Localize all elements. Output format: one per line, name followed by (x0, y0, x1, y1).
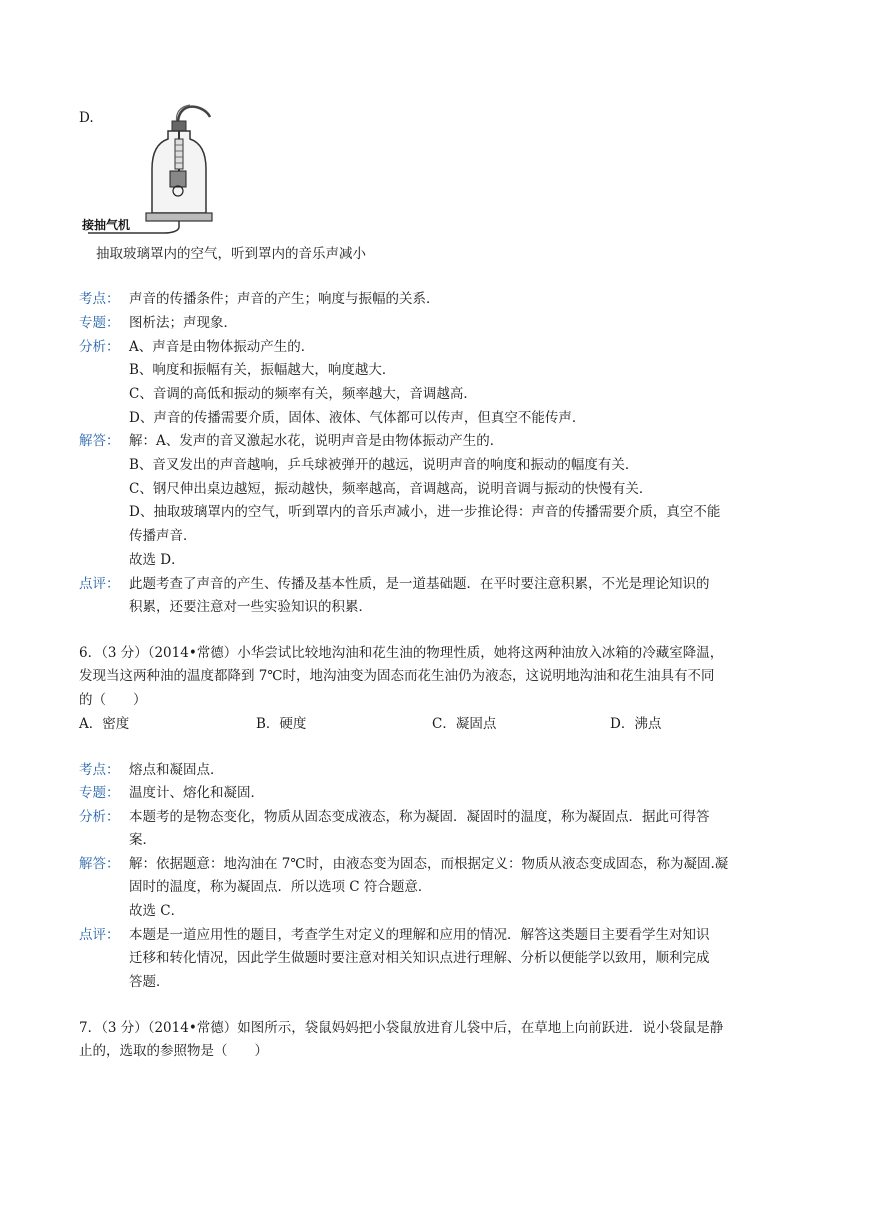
option-d-text: 抽取玻璃罩内的空气，听到罩内的音乐声减小 (96, 246, 366, 262)
q6-dianping-line: 本题是一道应用性的题目，考查学生对定义的理解和应用的情况．解答这类题目主要看学生对知识 (129, 927, 710, 943)
q6-fenxi-line: 本题考的是物态变化，物质从固态变成液态，称为凝固．凝固时的温度，称为凝固点．据此可得答 (129, 809, 710, 825)
figure-caption: 接抽气机 (82, 218, 131, 232)
q6-zhuanti-label: 专题： (79, 785, 120, 801)
q5-fenxi-label: 分析： (79, 339, 120, 355)
q6-fenxi-label: 分析： (79, 809, 120, 825)
q6-option-d: D．沸点 (610, 716, 662, 732)
q6-jieda-line: 故选 C． (129, 903, 185, 919)
option-d-label: D. (79, 110, 94, 126)
q5-kaodian-label: 考点： (79, 291, 120, 307)
q5-jieda-line: B、音叉发出的声音越响，乒乓球被弹开的越远，说明声音的响度和振动的幅度有关． (129, 457, 639, 473)
q5-fenxi-line: A、声音是由物体振动产生的． (129, 339, 315, 355)
q6-dianping-label: 点评： (79, 927, 120, 943)
q5-zhuanti: 图析法；声现象． (129, 315, 237, 331)
q5-jieda-line: 解：A、发声的音叉激起水花，说明声音是由物体振动产生的． (129, 433, 504, 449)
q5-kaodian: 声音的传播条件；声音的产生；响度与振幅的关系． (129, 291, 440, 307)
q6-kaodian-label: 考点： (79, 762, 120, 778)
q5-fenxi-line: D、声音的传播需要介质，固体、液体、气体都可以传声，但真空不能传声． (129, 410, 586, 426)
q5-zhuanti-label: 专题： (79, 315, 120, 331)
q6-stem-line: 6．（3 分）（2014•常德）小华尝试比较地沟油和花生油的物理性质，她将这两种油放入冰箱的冷藏室降温， (79, 645, 724, 661)
q5-fenxi-line: B、响度和振幅有关，振幅越大，响度越大． (129, 362, 396, 378)
q6-zhuanti: 温度计、熔化和凝固． (129, 785, 264, 801)
q6-fenxi-line: 案． (129, 832, 156, 848)
q5-fenxi-line: C、音调的高低和振动的频率有关，频率越大，音调越高． (129, 386, 477, 402)
q5-jieda-line: 传播声音． (129, 528, 197, 544)
q6-jieda-line: 固时的温度，称为凝固点．所以选项 C 符合题意． (129, 879, 432, 895)
q6-option-a: A．密度 (79, 716, 130, 732)
q6-stem-line: 的（ ） (79, 692, 147, 708)
q6-kaodian: 熔点和凝固点． (129, 762, 224, 778)
q6-jieda-line: 解：依据题意：地沟油在 7℃时，由液态变为固态，而根据定义：物质从液态变成固态，称为凝固.凝 (129, 856, 729, 872)
q5-jieda-line: C、钢尺伸出桌边越短，振动越快，频率越高，音调越高，说明音调与振动的快慢有关． (129, 481, 653, 497)
q6-option-b: B．硬度 (256, 716, 307, 732)
q5-dianping-line: 积累，还要注意对一些实验知识的积累． (129, 599, 372, 615)
q5-jieda-label: 解答： (79, 433, 120, 449)
q5-jieda-line: D、抽取玻璃罩内的空气，听到罩内的音乐声减小，进一步推论得：声音的传播需要介质，真空不能 (129, 504, 721, 520)
q5-dianping-label: 点评： (79, 576, 120, 592)
q7-stem-line: 7．（3 分）（2014•常德）如图所示，袋鼠妈妈把小袋鼠放进育儿袋中后，在草地上向前跃进．说小袋鼠是静 (79, 1020, 724, 1036)
q6-option-c: C．凝固点 (432, 716, 497, 732)
q7-stem-line: 止的，选取的参照物是（ ） (79, 1043, 268, 1059)
q6-jieda-label: 解答： (79, 856, 120, 872)
q5-jieda-line: 故选 D． (129, 552, 185, 568)
q6-dianping-line: 迁移和转化情况，因此学生做题时要注意对相关知识点进行理解、分析以便能学以致用，顺利完成 (129, 950, 710, 966)
q6-stem-line: 发现当这两种油的温度都降到 7℃时，地沟油变为固态而花生油仍为液态，这说明地沟油和花生油具有不同 (79, 668, 715, 684)
q5-dianping-line: 此题考查了声音的产生、传播及基本性质，是一道基础题．在平时要注意积累，不光是理论知识的 (129, 576, 710, 592)
q6-dianping-line: 答题． (129, 974, 170, 990)
